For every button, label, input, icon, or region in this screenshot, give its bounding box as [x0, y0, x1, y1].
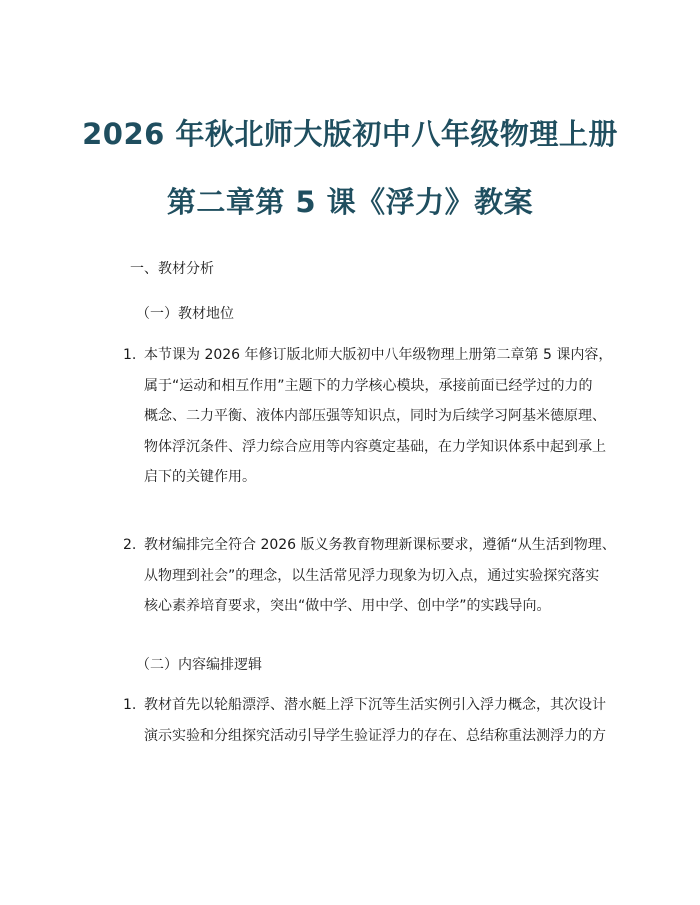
- document-title-line-2: 第二章第 5 课《浮力》教案: [166, 185, 534, 219]
- list-item-number: 1.: [123, 347, 137, 363]
- document-title-line-1: 2026 年秋北师大版初中八年级物理上册: [82, 117, 618, 151]
- list-item-line: 本节课为 2026 年修订版北师大版初中八年级物理上册第二章第 5 课内容，: [144, 347, 613, 363]
- list-item-line: 启下的关键作用。: [144, 469, 256, 485]
- subsection-heading-textbook-position: （一）教材地位: [136, 306, 234, 322]
- list-item-line: 概念、二力平衡、液体内部压强等知识点，同时为后续学习阿基米德原理、: [144, 408, 606, 424]
- list-item-line: 核心素养培育要求，突出“做中学、用中学、创中学”的实践导向。: [144, 598, 551, 614]
- list-item-number: 2.: [123, 537, 137, 553]
- list-item-line: 演示实验和分组探究活动引导学生验证浮力的存在、总结称重法测浮力的方: [144, 727, 606, 744]
- section-heading-textbook-analysis: 一、教材分析: [130, 261, 214, 277]
- list-item-line: 教材首先以轮船漂浮、潜水艇上浮下沉等生活实例引入浮力概念，其次设计: [144, 697, 606, 713]
- list-item-line: 从物理到社会”的理念，以生活常见浮力现象为切入点，通过实验探究落实: [144, 567, 600, 584]
- list-item-line: 属于“运动和相互作用”主题下的力学核心模块，承接前面已经学过的力的: [144, 377, 593, 394]
- list-item-line: 物体浮沉条件、浮力综合应用等内容奠定基础，在力学知识体系中起到承上: [144, 438, 606, 455]
- subsection-heading-content-arrangement: （二）内容编排逻辑: [136, 657, 262, 673]
- list-item-line: 教材编排完全符合 2026 版义务教育物理新课标要求，遵循“从生活到物理、: [144, 537, 616, 553]
- list-item-number: 1.: [123, 697, 137, 713]
